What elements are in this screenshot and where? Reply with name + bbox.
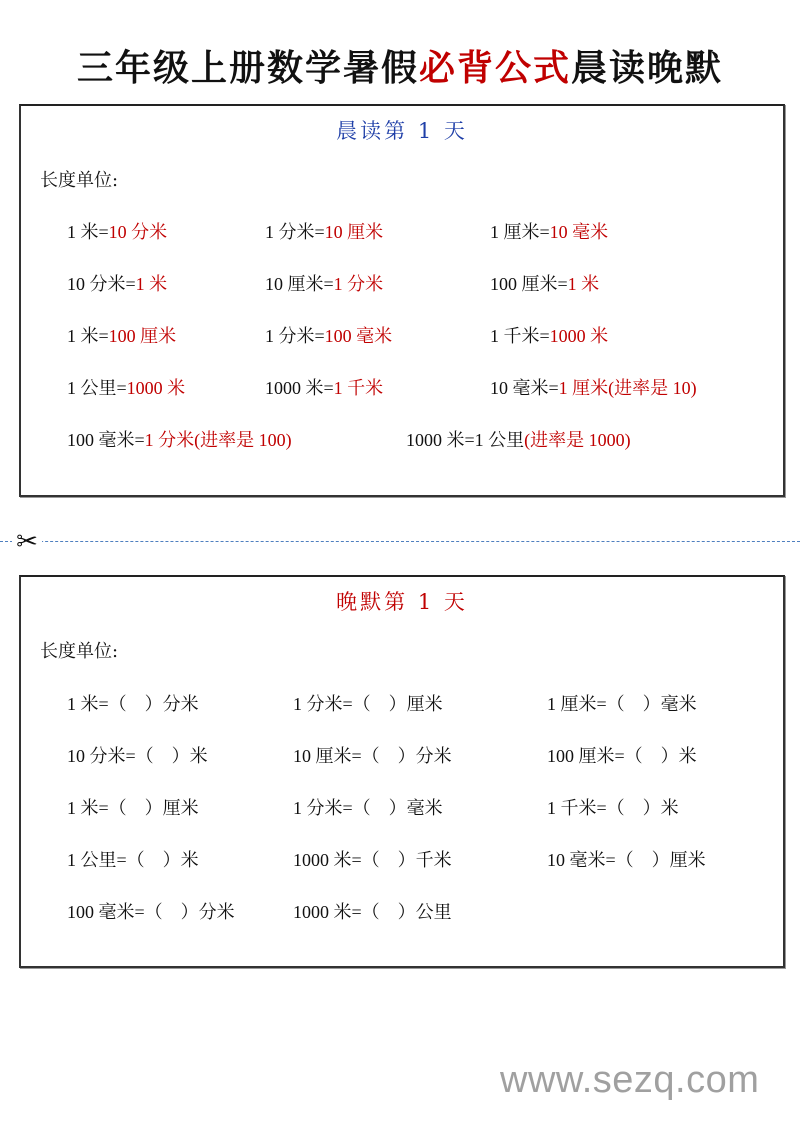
- morning-reading-box: [19, 104, 785, 497]
- morning-heading: 晨读第 1 天: [336, 119, 468, 143]
- formula-question: 1 米=: [67, 222, 109, 242]
- formula-answer: 1 厘米(进率是 10): [558, 378, 697, 398]
- morning-formula: [490, 219, 608, 245]
- formula-answer: 1 米: [567, 274, 600, 294]
- scissors-icon: ✂: [12, 527, 42, 557]
- formula-answer: 1 分米: [333, 274, 384, 294]
- evening-section-label: 长度单位:: [40, 641, 119, 662]
- morning-formula: [406, 427, 631, 453]
- morning-section-label: 长度单位:: [40, 170, 119, 191]
- formula-question: 10 厘米=: [265, 274, 334, 294]
- blank-question: 10 厘米=（ ）分米: [293, 746, 452, 766]
- cut-line-divider: [0, 541, 800, 542]
- formula-question: 100 毫米=: [67, 430, 145, 450]
- blank-question: 1 米=（ ）厘米: [67, 798, 199, 818]
- formula-answer: (进率是 1000): [524, 430, 631, 450]
- blank-question: 100 毫米=（ ）分米: [67, 902, 235, 922]
- blank-question: 1 千米=（ ）米: [547, 798, 679, 818]
- morning-formula: [490, 271, 599, 297]
- morning-formula: [265, 323, 392, 349]
- formula-answer: 100 毫米: [324, 326, 393, 346]
- title-part-1: 三年级上册数学暑假: [76, 47, 419, 89]
- blank-question: 10 分米=（ ）米: [67, 746, 208, 766]
- morning-formula: [265, 375, 383, 401]
- blank-question: 1 分米=（ ）厘米: [293, 694, 443, 714]
- title-part-3: 晨读晚默: [571, 47, 724, 89]
- formula-answer: 10 毫米: [549, 222, 609, 242]
- formula-question: 10 分米=: [67, 274, 136, 294]
- evening-dictation-box: [19, 575, 785, 968]
- formula-question: 10 毫米=: [490, 378, 559, 398]
- blank-question: 1000 米=（ ）公里: [293, 902, 452, 922]
- blank-question: 1 分米=（ ）毫米: [293, 798, 443, 818]
- formula-question: 1 千米=: [490, 326, 550, 346]
- formula-question: 1000 米=: [265, 378, 334, 398]
- evening-heading: 晚默第 1 天: [336, 590, 468, 614]
- formula-question: 1 分米=: [265, 222, 325, 242]
- blank-question: 100 厘米=（ ）米: [547, 746, 697, 766]
- formula-answer: 1 分米(进率是 100): [144, 430, 292, 450]
- morning-formula: [265, 219, 383, 245]
- formula-question: 1 米=: [67, 326, 109, 346]
- morning-formula: [67, 271, 167, 297]
- title-part-2-highlight: 必背公式: [418, 47, 571, 89]
- formula-answer: 1 千米: [333, 378, 384, 398]
- blank-question: 1 公里=（ ）米: [67, 850, 199, 870]
- morning-formula: [67, 427, 292, 453]
- morning-formula: [490, 323, 608, 349]
- blank-question: 1 米=（ ）分米: [67, 694, 199, 714]
- formula-question: 1000 米=1 公里: [406, 430, 525, 450]
- formula-answer: 100 厘米: [108, 326, 177, 346]
- formula-question: 1 分米=: [265, 326, 325, 346]
- morning-formula: [67, 375, 185, 401]
- formula-question: 100 厘米=: [490, 274, 568, 294]
- blank-question: 10 毫米=（ ）厘米: [547, 850, 706, 870]
- formula-answer: 10 分米: [108, 222, 168, 242]
- page-title: [0, 40, 800, 96]
- blank-question: 1000 米=（ ）千米: [293, 850, 452, 870]
- formula-answer: 1 米: [135, 274, 168, 294]
- formula-answer: 1000 米: [126, 378, 186, 398]
- morning-formula: [67, 323, 176, 349]
- formula-question: 1 厘米=: [490, 222, 550, 242]
- formula-answer: 1000 米: [549, 326, 609, 346]
- blank-question: 1 厘米=（ ）毫米: [547, 694, 697, 714]
- formula-answer: 10 厘米: [324, 222, 384, 242]
- morning-formula: [265, 271, 383, 297]
- formula-question: 1 公里=: [67, 378, 127, 398]
- morning-formula: [490, 375, 697, 401]
- morning-formula: [67, 219, 167, 245]
- watermark-url: www.sezq.com: [500, 1059, 760, 1101]
